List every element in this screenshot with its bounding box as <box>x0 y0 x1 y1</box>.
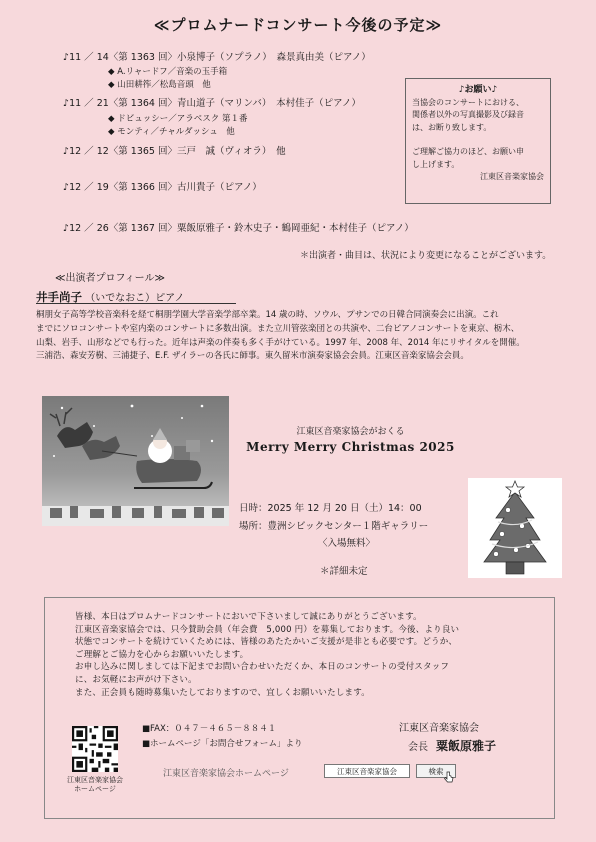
page-title: ≪プロムナードコンサート今後の予定≫ <box>153 16 443 34</box>
homepage-search-input[interactable]: 江東区音楽家協会 <box>324 764 410 778</box>
bio-line: 山梨、岩手、山形などでも行った。近年は声楽の伴奏も多く手がけている。1997 年、2008 年、2014 年にリサイタルを開催。 <box>36 337 525 348</box>
schedule-entry-3: ♪12 ／ 12〈第 1365 回〉三戸 誠（ヴィオラ） 他 <box>63 146 286 157</box>
signature-name: 粟飯原雅子 <box>436 739 497 753</box>
contact-fax: ■FAX：０４７－４６５－８８４１ <box>142 724 277 734</box>
event-venue: 場所：豊洲シビックセンター１階ギャラリー <box>239 521 429 532</box>
message-line: 江東区音楽家協会では、只今賛助会員（年会費 5,000 円）を募集しております。今後、より良い <box>75 624 460 635</box>
signature <box>408 737 496 754</box>
message-line: また、正会員も随時募集いたしておりますので、宜しくお願いいたします。 <box>75 687 370 698</box>
message-line: 状態でコンサートを続けていくためには、皆様のあたたかいご支援が是非とも必要です。どうか、 <box>75 637 458 648</box>
event-title: Merry Merry Christmas 2025 <box>246 440 455 454</box>
message-line: ご理解とご協力を心からお願いいたします。 <box>75 649 249 660</box>
notice-org: 江東区音楽家協会 <box>480 172 544 181</box>
membership-message <box>75 611 545 699</box>
schedule-entry-1: ♪11 ／ 14〈第 1363 回〉小泉博子（ソプラノ） 森景真由美（ピアノ） <box>63 52 371 63</box>
notice-line: は、お断り致します。 <box>412 122 492 132</box>
notice-title: ♪お願い♪ <box>458 85 498 95</box>
program-item: ◆ ドビュッシー／アラベスク 第１番 <box>108 114 248 124</box>
cursor-pointer-icon <box>444 771 454 783</box>
christmas-event <box>238 424 463 454</box>
qr-label-line: 江東区音楽家協会 <box>67 776 123 784</box>
schedule-entry-4: ♪12 ／ 19〈第 1366 回〉古川貴子（ピアノ） <box>63 182 262 193</box>
program-item: ◆ モンティ／チャルダッシュ 他 <box>108 127 235 137</box>
program-item: ◆ A.リャードフ／音楽の玉手箱 <box>108 67 228 77</box>
signature-org: 江東区音楽家協会 <box>399 723 479 734</box>
change-note: ＊出演者・曲目は、状況により変更になることがございます。 <box>300 251 552 261</box>
event-presenter: 江東区音楽家協会がおくる <box>296 427 405 437</box>
event-date: 日時：2025 年 12 月 20 日（土）14：00 <box>239 503 422 514</box>
name-underline <box>36 303 236 304</box>
schedule-entry-5: ♪12 ／ 26〈第 1367 回〉粟飯原雅子・鈴木史子・鶴岡亜紀・本村佳子（ピアノ） <box>63 223 414 234</box>
schedule-entry-2: ♪11 ／ 21〈第 1364 回〉青山道子（マリンバ） 本村佳子（ピアノ） <box>63 98 361 109</box>
notice-line: し上げます。 <box>412 159 460 169</box>
santa-sleigh-photo <box>42 396 229 526</box>
bio-line: 桐朋女子高等学校音楽科を経て桐朋学園大学音楽学部卒業。14 歳の時、ソウル、プサンでの日韓合同演奏会に出演。これ <box>36 310 499 320</box>
program-item: ◆ 山田耕筰／松島音頭 他 <box>108 80 211 90</box>
performer-reading: （いでなおこ）ピアノ <box>85 293 185 304</box>
notice-box <box>405 78 551 204</box>
notice-line: ご理解ご協力のほど、お願い申 <box>412 147 524 156</box>
message-line: に、お気軽にお声がけ下さい。 <box>75 674 197 685</box>
homepage-label: 江東区音楽家協会ホームページ <box>163 769 289 779</box>
qr-label <box>60 776 130 794</box>
qr-code-icon[interactable] <box>72 726 118 772</box>
event-detail-note: ＊詳細未定 <box>320 566 368 577</box>
homepage-search-button[interactable]: 検索 <box>416 764 456 778</box>
performer-name-text: 井手尚子 <box>36 290 82 304</box>
christmas-tree-illustration <box>468 478 562 578</box>
contact-web-form[interactable]: ■ホームページ「お問合せフォーム」より <box>142 739 303 749</box>
signature-role: 会長 <box>408 742 428 753</box>
bio-line: までにソロコンサートや室内楽のコンサートに多数出演。また立川管弦楽団との共演や、二台ピアノコンサートを東京、栃木、 <box>36 323 520 334</box>
notice-line: 当協会のコンサートにおける、 <box>412 97 524 107</box>
bio-line: 三浦浩、森安芳樹、三浦捷子、E.F. ザイラーの各氏に師事。東久留米市演奏家協会会員。江東区音楽家協会会員。 <box>36 351 469 362</box>
qr-label-line: ホームページ <box>74 785 116 793</box>
message-line: 皆様、本日はプロムナードコンサートにおいで下さいまして誠にありがとうございます。 <box>75 612 422 622</box>
event-admission: 〈入場無料〉 <box>318 538 376 549</box>
notice-line: 関係者以外の写真撮影及び録音 <box>412 110 524 119</box>
message-line: お申し込みに関しましては下記までお問い合わせいただくか、本日のコンサートの受付スタッフ <box>75 662 450 673</box>
profile-heading: ≪出演者プロフィール≫ <box>55 273 165 284</box>
performer-bio <box>36 309 576 364</box>
